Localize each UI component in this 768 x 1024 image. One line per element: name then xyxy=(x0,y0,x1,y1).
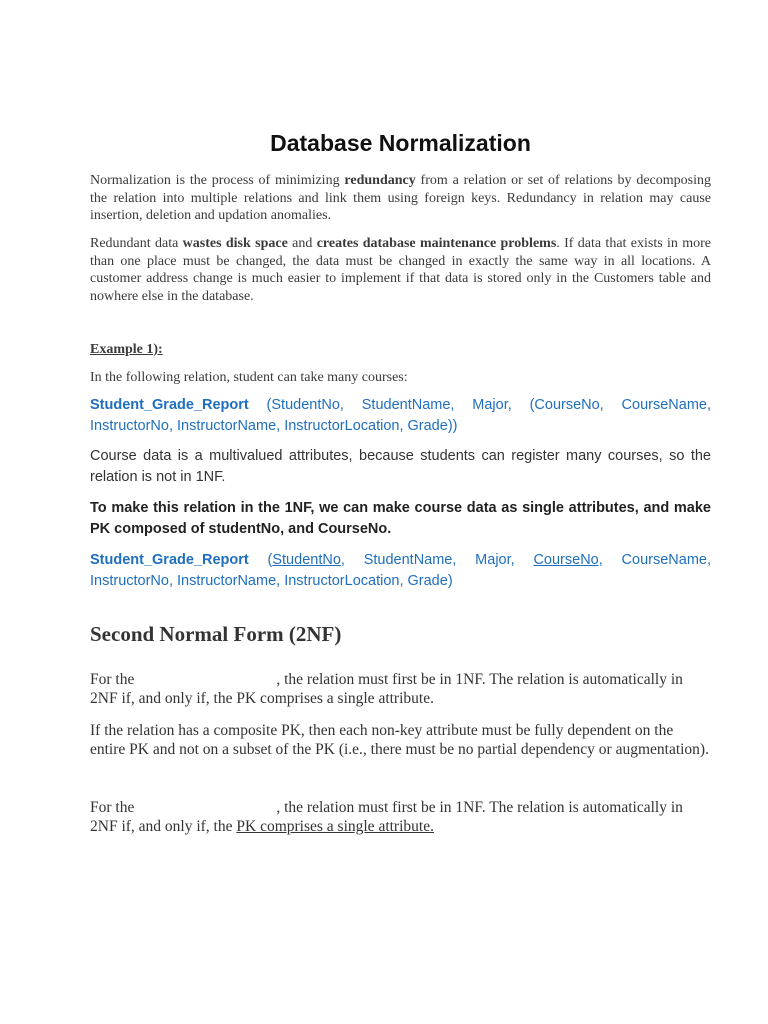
text-span: and xyxy=(287,236,317,251)
relation-schema-1 xyxy=(90,395,711,437)
relation-attributes: (StudentNo, StudentName, Major, (CourseNo, CourseName, InstructorNo, InstructorName, InstructorLocation, Grade)) xyxy=(90,397,711,434)
intro-paragraph-1 xyxy=(90,172,711,225)
intro-paragraph-2 xyxy=(90,235,711,305)
text-span: For the xyxy=(90,799,135,816)
underlined-text: PK comprises a single attribute. xyxy=(236,818,434,835)
bold-text: redundancy xyxy=(344,173,416,188)
relation-name: Student_Grade_Report xyxy=(90,397,249,413)
multivalued-explanation: Course data is a multivalued attributes, because students can register many courses, so the relation is not in 1NF. xyxy=(90,448,711,485)
text-span: , StudentName, Major, xyxy=(340,552,534,568)
bold-text: wastes disk space xyxy=(182,236,288,251)
relation-schema-2 xyxy=(90,550,711,592)
2nf-paragraph-1 xyxy=(90,670,711,708)
text-span: Normalization is the process of minimizing xyxy=(90,173,345,188)
example-intro-text: In the following relation, student can take many courses: xyxy=(90,370,408,385)
relation-name: Student_Grade_Report xyxy=(90,552,249,568)
text-span: , the relation must first be in 1NF. The relation is automatically in 2NF if, and only if, the PK comprises a single attribute. xyxy=(90,671,683,707)
example-heading: Example 1): xyxy=(90,342,163,357)
text-span: from a relation or set of relations by decomposing the relation into multiple relations and link them using foreign keys. Redundancy in relation may cause insertion, deletion and updation anomalies. xyxy=(90,173,711,223)
text-span: ( xyxy=(248,552,273,568)
1nf-instruction: To make this relation in the 1NF, we can make course data as single attributes, and make PK composed of studentNo, and CourseNo. xyxy=(90,500,711,537)
section-heading-2nf: Second Normal Form (2NF) xyxy=(90,622,342,646)
page-title: Database Normalization xyxy=(270,130,531,156)
text-span: For the xyxy=(90,671,135,688)
primary-key-courseno: CourseNo, xyxy=(533,552,603,568)
text-span: Redundant data xyxy=(90,236,183,251)
primary-key-studentno: StudentNo xyxy=(272,552,341,568)
text-span: , the relation must first be in 1NF. The relation is automatically in 2NF if, and only if, the xyxy=(90,799,683,835)
text-span: . If data that exists in more than one place must be changed, the data must be changed in exactly the same way in all locations. A customer address change is much easier to implement if that data is stored only in the Customers table and nowhere else in the database. xyxy=(90,236,711,304)
text-span: CourseName, InstructorNo, InstructorName, InstructorLocation, Grade) xyxy=(90,552,712,589)
2nf-paragraph-2: If the relation has a composite PK, then each non-key attribute must be fully dependent on the entire PK and not on a subset of the PK (i.e., there must be no partial dependency or augmentation). xyxy=(90,722,709,758)
bold-text: creates database maintenance problems xyxy=(316,236,557,251)
2nf-paragraph-3 xyxy=(90,798,711,836)
